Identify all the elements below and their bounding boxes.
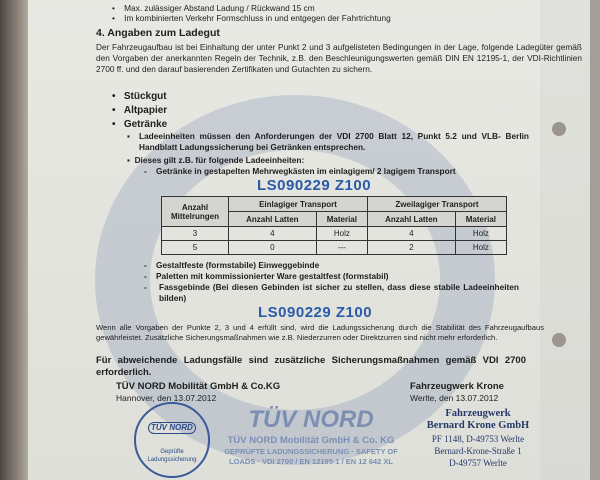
cell: 4 (229, 227, 317, 241)
cell: 5 (162, 241, 229, 255)
header-zweilagig: Zweilagiger Transport (367, 197, 506, 212)
table-row (162, 227, 507, 241)
punch-hole (552, 333, 566, 347)
subheader: Anzahl Latten (367, 212, 455, 227)
seal-brand: TÜV NORD (148, 422, 196, 434)
section-heading: 4. Angaben zum Ladegut (96, 27, 220, 39)
header-einlagig: Einlagiger Transport (229, 197, 368, 212)
cell: Holz (316, 227, 367, 241)
bullet: • Im kombinierten Verkehr Formschluss in und entgegen der Fahrtrichtung (112, 13, 391, 23)
company-stamp-line: PF 1148, D-49753 Werlte (431, 434, 525, 444)
company-stamp-line: Fahrzeugwerk (445, 408, 511, 419)
watermark-ring-text: GEPRÜFTE LADUNGSSICHERUNG · SAFETY OF LOADS · VDI 2700 / EN 12195-1 / EN 12 642 XL (224, 447, 398, 466)
intro-paragraph: Der Fahrzeugaufbau ist bei Einhaltung der unter Punkt 2 und 3 aufgelisteten Bedingungen in der Lage, folgende Ladegüter gemäß den Vorgaben der anerkannten Regeln der Technik, z.B. den Beschleunigungswerten gemäß DIN EN 12195-1, der VDI-Richtlinien 2700 ff. und den darauf basierenden Zertifikaten und Gutachten zu sichern. (96, 42, 582, 74)
bold-note: Für abweichende Ladungsfälle sind zusätzliche Sicherungsmaßnahmen gemäß VDI 2700 erforderlich. (96, 355, 526, 378)
watermark-brand: TÜV NORD (248, 406, 374, 433)
tuev-seal (134, 402, 210, 478)
header-anzahl-mittelrungen: Anzahl Mittelrungen (162, 197, 229, 227)
cell: 4 (367, 227, 455, 241)
goods-item: • Altpapier (112, 105, 168, 116)
sub-bullet: ▪ Dieses gilt z.B. für folgende Ladeeinheiten: (127, 155, 305, 165)
approval-stamp: LS090229 Z100 (257, 177, 372, 194)
subheader: Material (455, 212, 506, 227)
company-stamp-line: Bernard Krone GmbH (426, 420, 530, 431)
cell: 0 (229, 241, 317, 255)
sub-bullet-text: Ladeeinheiten müssen den Anforderungen der VDI 2700 Blatt 12, Punkt 5.2 und VLB- Berlin Handblatt Ladungssicherung bei Getränken entsprechen. (139, 131, 529, 152)
company-stamp-line: D-49757 Werlte (449, 458, 507, 468)
approval-stamp: LS090229 Z100 (258, 304, 373, 321)
subheader: Anzahl Latten (229, 212, 317, 227)
signatory-right-date: Werlte, den 13.07.2012 (410, 393, 499, 403)
loading-table (161, 196, 507, 255)
sub-bullet: ▪ (127, 131, 130, 141)
closing-paragraph: Wenn alle Vorgaben der Punkte 2, 3 und 4 erfüllt sind, wird die Ladungssicherung durch die Stabilität des Fahrzeugaufbaus gewährleistet. Zusätzliche Sicherungsmaßnahmen wie z.B. Niederzurren oder Direktzurren sind nicht mehr erforderlich. (96, 323, 544, 342)
bullet: • Max. zulässiger Abstand Ladung / Rückwand 15 cm (112, 3, 315, 13)
goods-item: • Stückgut (112, 91, 167, 102)
dash-item: - Paletten mit kommissionierter Ware gestaltfest (formstabil) (144, 271, 389, 281)
seal-text: Geprüfte Ladungssicherung (147, 449, 197, 463)
dash-item: - Getränke in gestapelten Mehrwegkästen im einlagigem/ 2 lagigem Transport (144, 166, 456, 176)
signatory-left-date: Hannover, den 13.07.2012 (116, 393, 217, 403)
binder-edge (0, 0, 30, 480)
dash-item: - Gestaltfeste (formstabile) Einweggebinde (144, 260, 320, 270)
signatory-right-org: Fahrzeugwerk Krone (410, 381, 504, 392)
company-stamp-line: Bernard-Krone-Straße 1 (434, 446, 522, 456)
dash-item: - (144, 282, 147, 292)
cell: 3 (162, 227, 229, 241)
cell: Holz (455, 227, 506, 241)
watermark-company: TÜV NORD Mobilität GmbH & Co. KG (227, 435, 395, 446)
punch-hole (552, 122, 566, 136)
cell: 2 (367, 241, 455, 255)
dash-item-text: Fassgebinde (Bei diesen Gebinden ist sicher zu stellen, dass diese stabile Ladeeinheiten bilden) (159, 282, 519, 303)
goods-item: • Getränke (112, 119, 168, 130)
signatory-left-org: TÜV NORD Mobilität GmbH & Co.KG (116, 381, 281, 392)
cell: --- (316, 241, 367, 255)
table-row (162, 241, 507, 255)
subheader: Material (316, 212, 367, 227)
cell: Holz (455, 241, 506, 255)
